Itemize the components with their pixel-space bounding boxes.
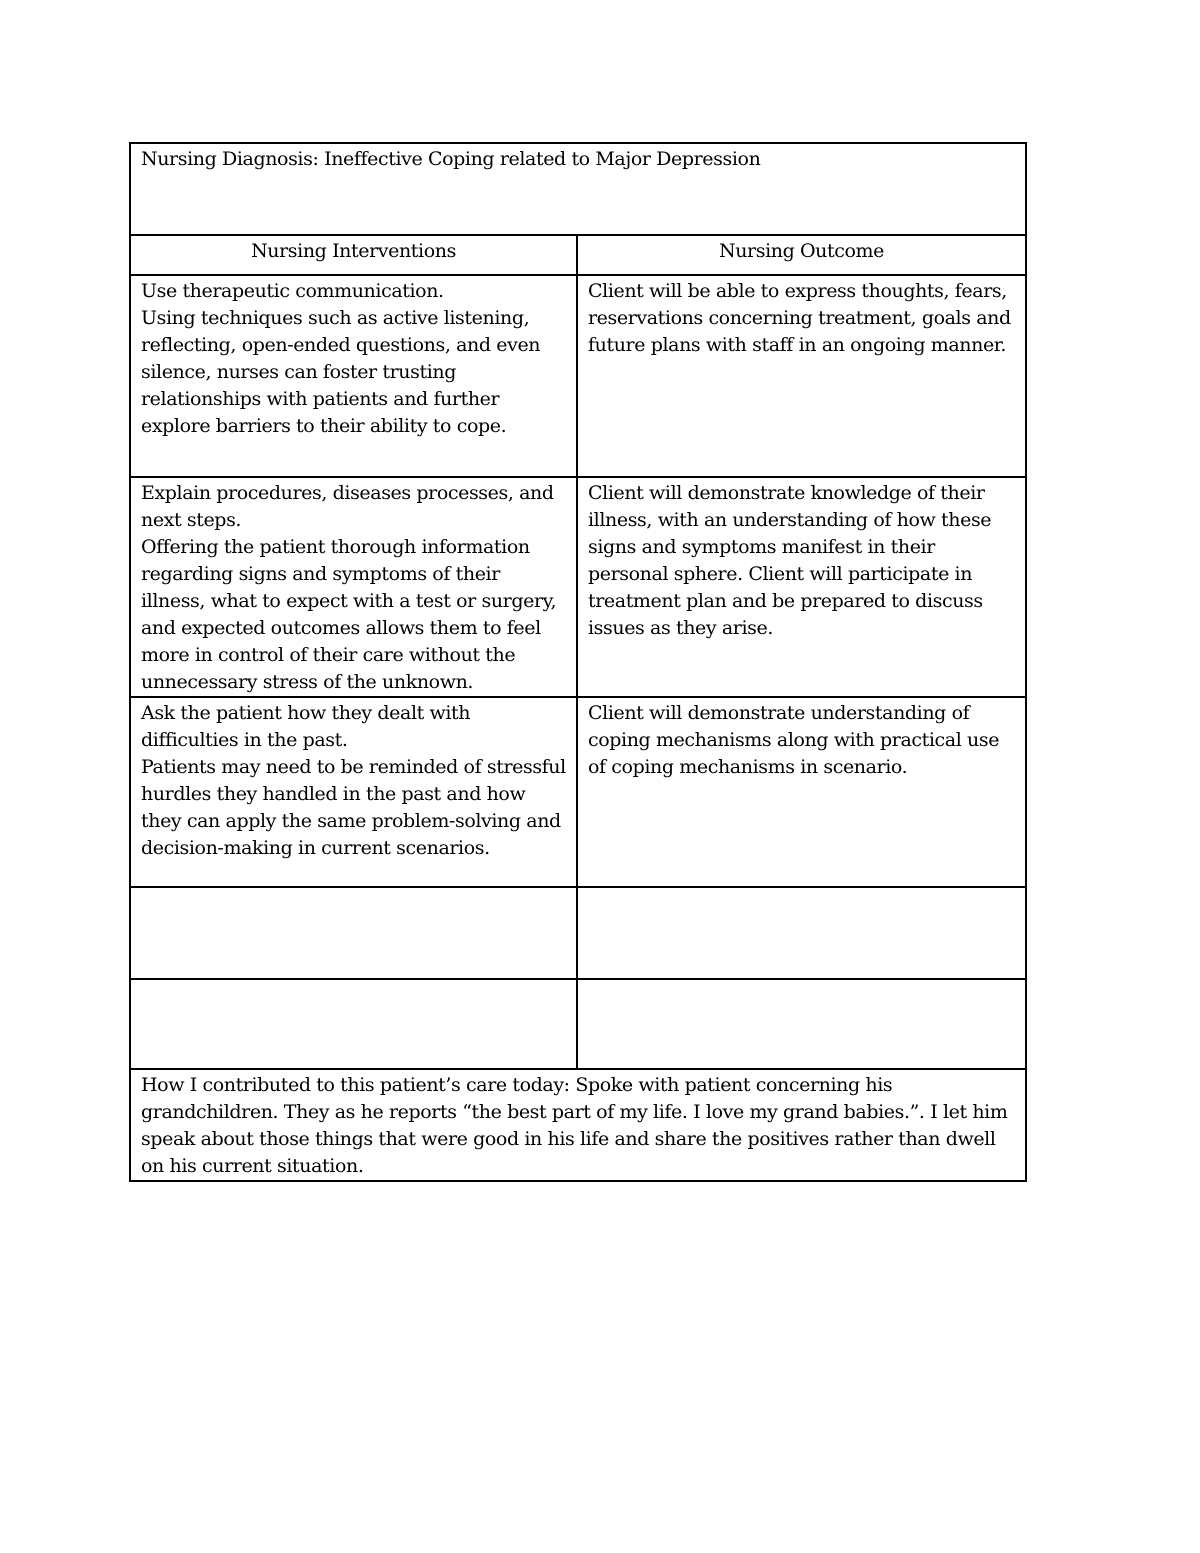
contribution-row (130, 1069, 1026, 1181)
interventions-header: Nursing Interventions (130, 235, 577, 275)
diagnosis-cell (130, 143, 1026, 235)
intervention-cell (130, 477, 577, 697)
diagnosis-row (130, 143, 1026, 235)
intervention-title: Use therapeutic communication. (141, 280, 444, 302)
empty-outcome-cell (577, 887, 1026, 979)
intervention-detail: Using techniques such as active listening, reflecting, open-ended questions, and even silence, nurses can foster trusting relationships with patients and further explore barriers to their ability to cope. (141, 307, 541, 437)
intervention-detail: Patients may need to be reminded of stressful hurdles they handled in the past and how they can apply the same problem-solving and decision-making in current scenarios. (141, 756, 566, 859)
care-plan-table (129, 142, 1027, 1182)
empty-row (130, 887, 1026, 979)
outcome-text: Client will demonstrate understanding of coping mechanisms along with practical use of coping mechanisms in scenario. (588, 702, 1000, 778)
outcome-cell (577, 275, 1026, 477)
outcome-header: Nursing Outcome (577, 235, 1026, 275)
empty-intervention-cell (130, 979, 577, 1069)
table-row (130, 275, 1026, 477)
table-row (130, 697, 1026, 887)
table-header-row (130, 235, 1026, 275)
contribution-cell (130, 1069, 1026, 1181)
intervention-title: Ask the patient how they dealt with difficulties in the past. (141, 702, 471, 751)
intervention-cell (130, 275, 577, 477)
table-row (130, 477, 1026, 697)
empty-intervention-cell (130, 887, 577, 979)
empty-outcome-cell (577, 979, 1026, 1069)
outcome-cell (577, 477, 1026, 697)
outcome-cell (577, 697, 1026, 887)
diagnosis-text: Nursing Diagnosis: Ineffective Coping related to Major Depression (141, 148, 761, 170)
intervention-cell (130, 697, 577, 887)
intervention-detail: Offering the patient thorough information regarding signs and symptoms of their illness, what to expect with a test or surgery, and expected outcomes allows them to feel more in control of their care without the unnecessary stress of the unknown. (141, 536, 557, 693)
contribution-text: How I contributed to this patient’s care today: Spoke with patient concerning his grandchildren. They as he reports “the best part of my life. I love my grand babies.”. I let him speak about those things that were good in his life and share the positives rather than dwell on his current situation. (141, 1074, 1008, 1177)
outcome-text: Client will demonstrate knowledge of their illness, with an understanding of how these signs and symptoms manifest in their personal sphere. Client will participate in treatment plan and be prepared to discuss issues as they arise. (588, 482, 992, 639)
empty-row (130, 979, 1026, 1069)
outcome-text: Client will be able to express thoughts, fears, reservations concerning treatment, goals and future plans with staff in an ongoing manner. (588, 280, 1011, 356)
intervention-title: Explain procedures, diseases processes, and next steps. (141, 482, 554, 531)
